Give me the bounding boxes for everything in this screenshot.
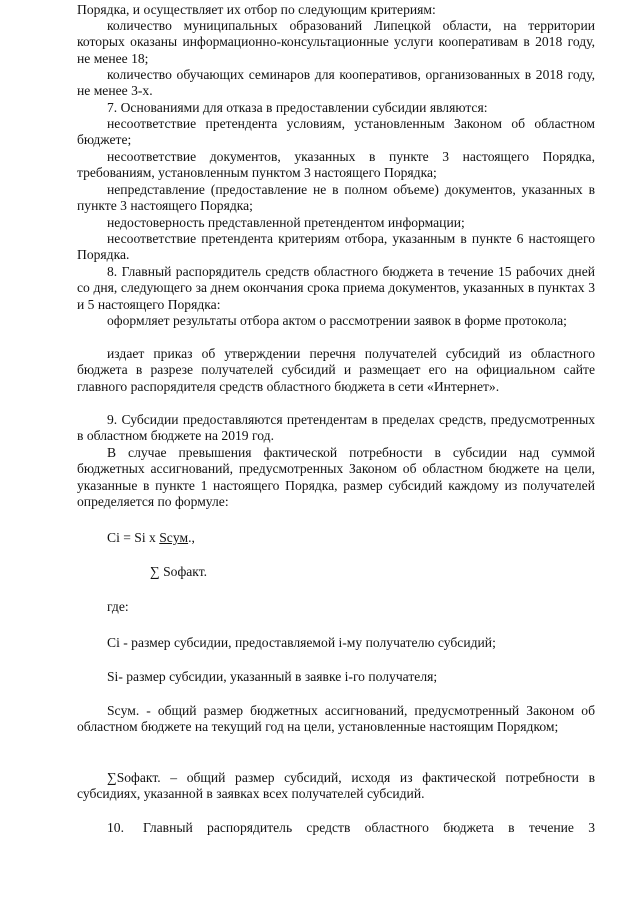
formula-line: [107, 530, 195, 546]
definition: ∑Sофакт. – общий размер субсидий, исходя из фактической потребности в субсидиях, указанной в заявках всех получателей субсидий.: [77, 770, 595, 802]
paragraph: количество муниципальных образований Липецкой области, на территории которых оказаны информационно-консультационные услуги кооперативам в 2018 году, не менее 18;: [77, 18, 595, 66]
paragraph: оформляет результаты отбора актом о рассмотрении заявок в форме протокола;: [107, 313, 567, 328]
paragraph-number: 10.: [107, 820, 124, 835]
formula-lhs: Ci = Si x: [107, 530, 160, 545]
definition: Si- размер субсидии, указанный в заявке i-го получателя;: [107, 669, 438, 684]
paragraph: 7. Основаниями для отказа в предоставлении субсидии являются:: [107, 100, 488, 115]
paragraph: недостоверность представленной претендентом информации;: [107, 215, 465, 230]
paragraph: 9. Субсидии предоставляются претендентам в пределах средств, предусмотренных в областном бюджете на 2019 год.: [77, 412, 595, 444]
paragraph: количество обучающих семинаров для кооперативов, организованных в 2018 году, не менее 3-х.: [77, 67, 595, 99]
formula-denominator: ∑ Sофакт.: [150, 564, 208, 579]
paragraph: 8. Главный распорядитель средств областного бюджета в течение 15 рабочих дней со дня, следующего за днем окончания срока приема документов, указанных в пунктах 3 и 5 настоящего Порядка:: [77, 264, 595, 312]
paragraph: издает приказ об утверждении перечня получателей субсидий из областного бюджета в разрезе получателей субсидий и размещает его на официальном сайте главного распорядителя средств областного бюджета в сети «Интернет».: [77, 346, 595, 394]
paragraph: несоответствие документов, указанных в пункте 3 настоящего Порядка, требованиям, установленным пунктом 3 настоящего Порядка;: [77, 149, 595, 181]
paragraph: В случае превышения фактической потребности в субсидии над суммой бюджетных ассигнований, предусмотренных Законом об областном бюджете на цели, указанные в пункте 1 настоящего Порядка, размер субсидий каждому из получателей определяется по формуле:: [77, 445, 595, 510]
paragraph-text: Главный распорядитель средств областного бюджета в течение 3: [143, 820, 595, 835]
definition: Ci - размер субсидии, предоставляемой i-му получателю субсидий;: [107, 635, 496, 650]
formula-tail: .,: [188, 530, 195, 545]
definition: Scум. - общий размер бюджетных ассигнований, предусмотренный Законом об областном бюджете на текущий год на цели, установленные настоящим Порядком;: [77, 703, 595, 735]
paragraph: несоответствие претендента условиям, установленным Законом об областном бюджете;: [77, 116, 595, 148]
where-label: где:: [107, 599, 129, 614]
formula-numerator: Scум: [159, 530, 189, 545]
paragraph-10: [107, 820, 595, 836]
paragraph: Порядка, и осуществляет их отбор по следующим критериям:: [77, 2, 436, 17]
paragraph: несоответствие претендента критериям отбора, указанным в пункте 6 настоящего Порядка.: [77, 231, 595, 263]
paragraph: непредставление (предоставление не в полном объеме) документов, указанных в пункте 3 настоящего Порядка;: [77, 182, 595, 214]
